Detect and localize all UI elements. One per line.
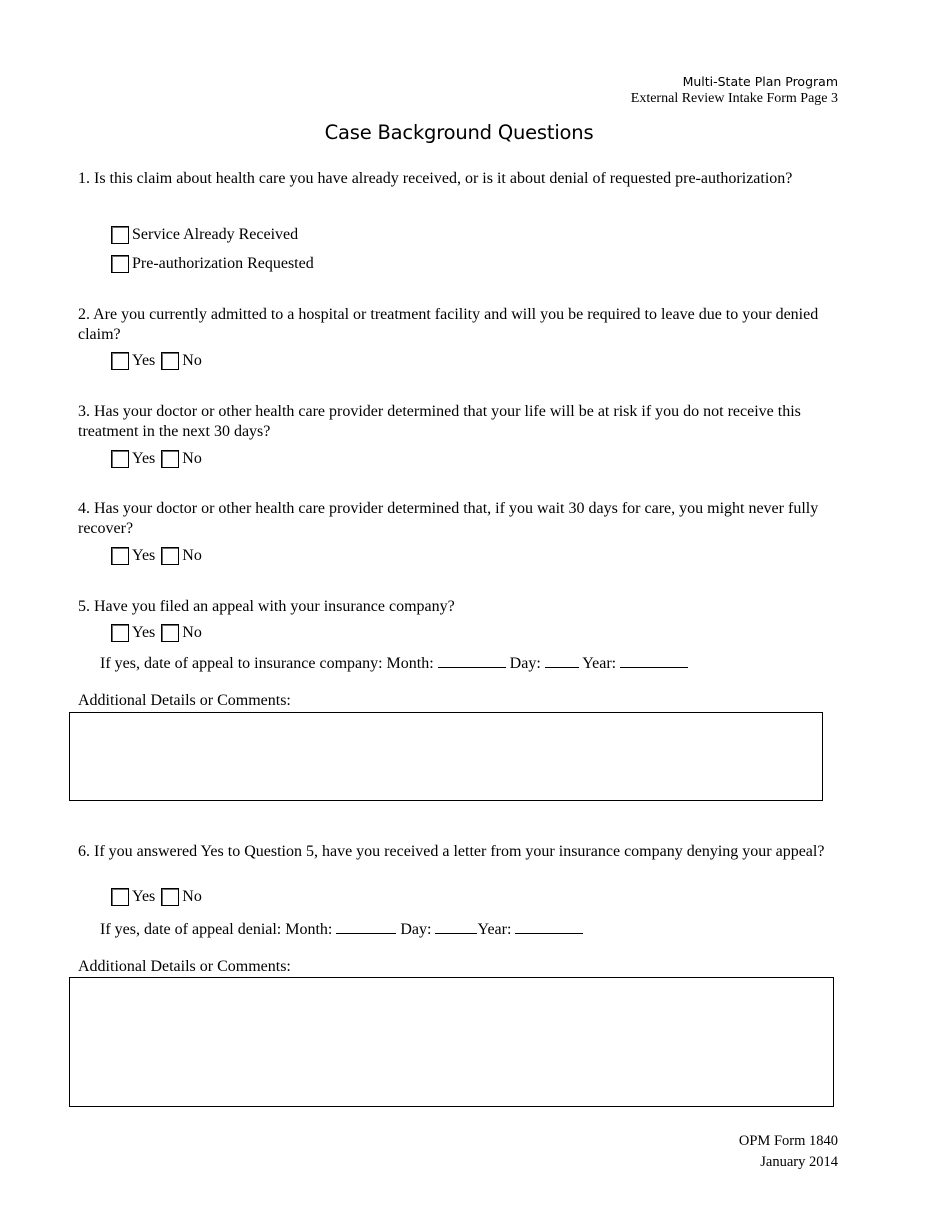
q1-option-service-received[interactable]: [111, 226, 304, 244]
q5-month-field[interactable]: [438, 653, 506, 668]
service-received-label: Service Already Received: [132, 226, 299, 243]
q6-options: [111, 888, 208, 906]
q3-no-label: No: [182, 450, 202, 467]
program-name: Multi-State Plan Program: [682, 74, 838, 89]
q3-options: [111, 450, 208, 468]
q5-options: [111, 624, 208, 642]
q4-options: [111, 547, 208, 565]
q5-yes-checkbox[interactable]: [111, 624, 129, 642]
q6-year-field[interactable]: [515, 919, 583, 934]
q4-yes-checkbox[interactable]: [111, 547, 129, 565]
q5-no-checkbox[interactable]: [161, 624, 179, 642]
q5-year-field[interactable]: [620, 653, 688, 668]
q6-year-label: Year:: [477, 921, 512, 938]
q3-yes-label: Yes: [132, 450, 156, 467]
q6-yes-label: Yes: [132, 888, 156, 905]
q5-yes-label: Yes: [132, 624, 156, 641]
q6-comments-box[interactable]: [69, 977, 834, 1107]
service-received-checkbox[interactable]: [111, 226, 129, 244]
q3-yes-checkbox[interactable]: [111, 450, 129, 468]
q4-no-label: No: [182, 547, 202, 564]
q6-comments-label: Additional Details or Comments:: [78, 958, 291, 975]
q2-yes-checkbox[interactable]: [111, 352, 129, 370]
q6-yes-checkbox[interactable]: [111, 888, 129, 906]
q6-month-field[interactable]: [336, 919, 396, 934]
question-5-text: 5. Have you filed an appeal with your insurance company?: [78, 598, 455, 615]
q5-day-label: Day:: [509, 655, 541, 672]
question-4-text: 4. Has your doctor or other health care provider determined that, if you wait 30 days for care, you might never fully recover?: [78, 500, 819, 537]
q5-day-field[interactable]: [545, 653, 579, 668]
q2-no-label: No: [182, 352, 202, 369]
q1-option-preauth-requested[interactable]: [111, 255, 320, 273]
preauth-requested-label: Pre-authorization Requested: [132, 255, 314, 272]
question-2-text: 2. Are you currently admitted to a hospital or treatment facility and will you be required to leave due to your denied claim?: [78, 306, 819, 343]
q4-yes-label: Yes: [132, 547, 156, 564]
q6-no-label: No: [182, 888, 202, 905]
q3-no-checkbox[interactable]: [161, 450, 179, 468]
question-1-text: 1. Is this claim about health care you have already received, or is it about denial of requested pre-authorization?: [78, 170, 793, 187]
q5-comments-label: Additional Details or Comments:: [78, 692, 291, 709]
q2-options: [111, 352, 208, 370]
q2-yes-label: Yes: [132, 352, 156, 369]
question-3-text: 3. Has your doctor or other health care provider determined that your life will be at risk if you do not receive this treatment in the next 30 days?: [78, 403, 801, 440]
q5-year-label: Year:: [582, 655, 617, 672]
q5-appeal-date-line: [100, 653, 688, 673]
q6-day-field[interactable]: [435, 919, 477, 934]
preauth-requested-checkbox[interactable]: [111, 255, 129, 273]
q5-comments-box[interactable]: [69, 712, 823, 801]
form-number: OPM Form 1840: [738, 1133, 838, 1149]
q5-no-label: No: [182, 624, 202, 641]
form-page-label: External Review Intake Form Page 3: [630, 91, 838, 106]
q4-no-checkbox[interactable]: [161, 547, 179, 565]
q6-no-checkbox[interactable]: [161, 888, 179, 906]
q6-denial-date-line: [100, 919, 583, 939]
page-title: Case Background Questions: [324, 121, 594, 144]
q2-no-checkbox[interactable]: [161, 352, 179, 370]
q5-date-prefix: If yes, date of appeal to insurance company: Month:: [100, 655, 434, 672]
form-date: January 2014: [760, 1154, 838, 1170]
q6-date-prefix: If yes, date of appeal denial: Month:: [100, 921, 333, 938]
question-6-text: 6. If you answered Yes to Question 5, have you received a letter from your insurance company denying your appeal?: [78, 843, 825, 860]
q6-day-label: Day:: [400, 921, 432, 938]
